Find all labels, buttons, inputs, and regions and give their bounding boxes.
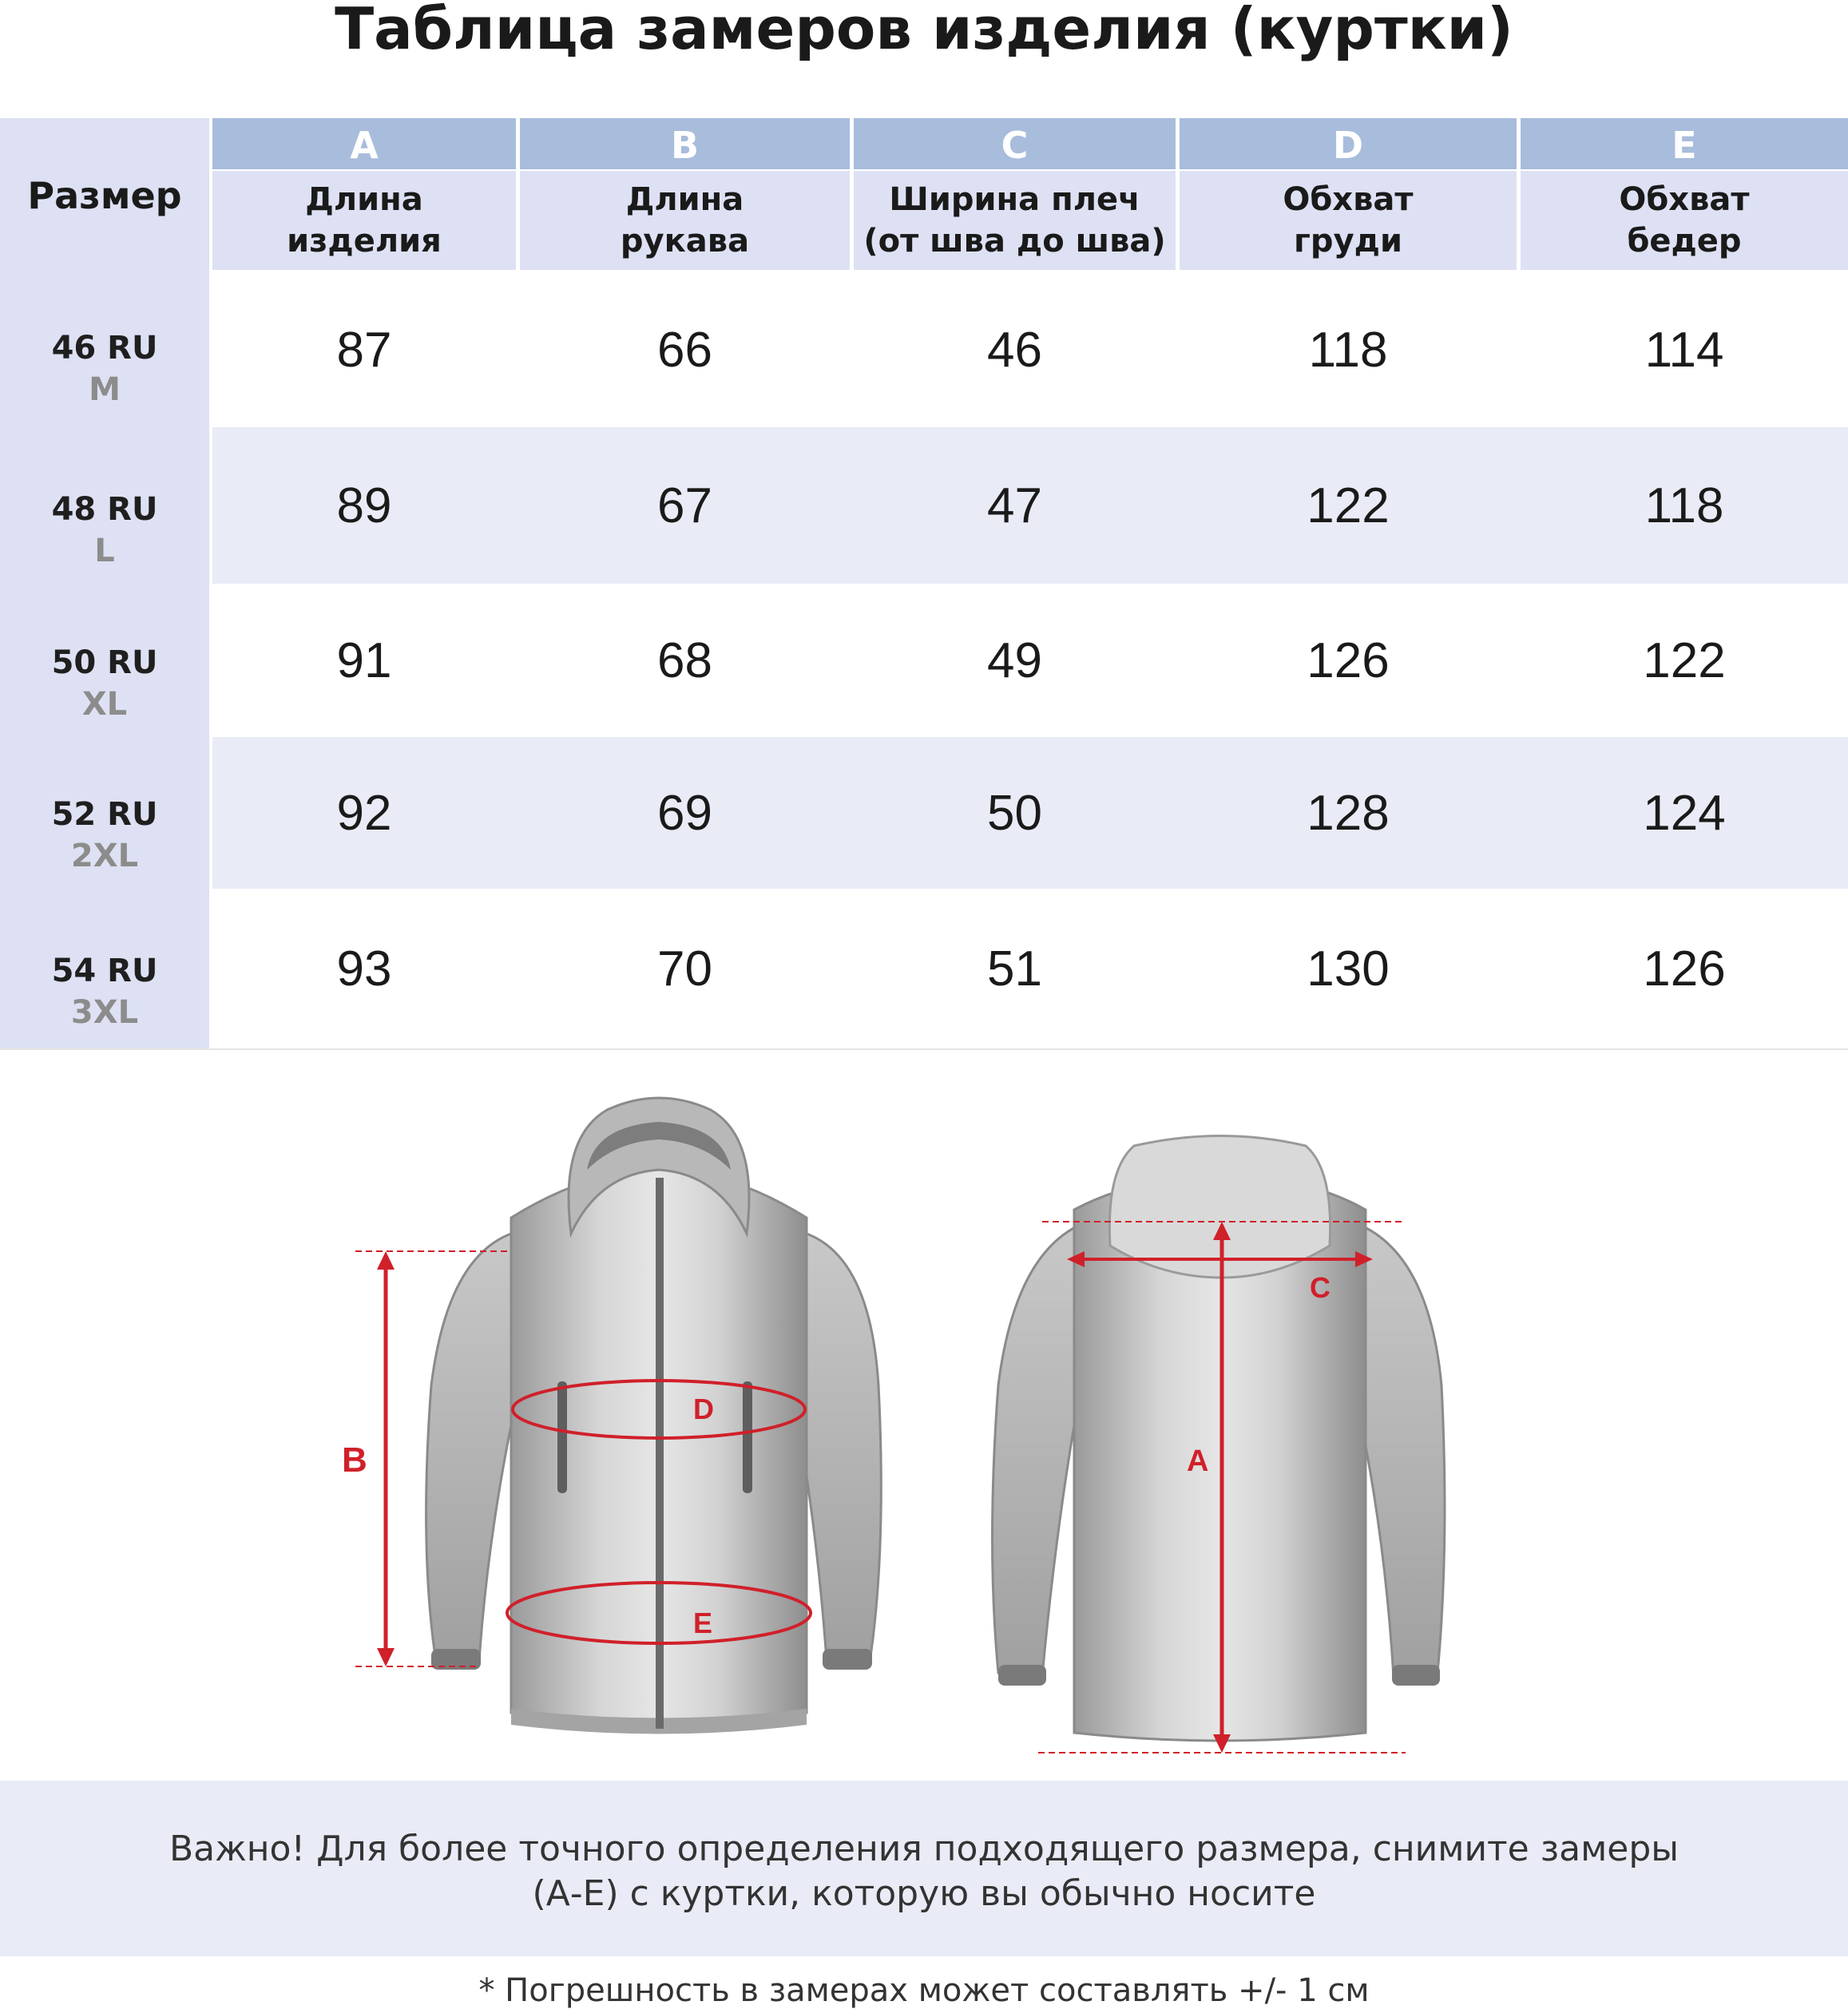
cell-shoulders: 47 — [987, 477, 1042, 533]
cell-length: 91 — [336, 632, 392, 688]
column-name-e-line2: бедер — [1627, 223, 1742, 260]
column-name-c-line2: (от шва до шва) — [863, 223, 1166, 260]
size-ru: 54 RU — [51, 953, 158, 989]
column-name-c-line1: Ширина плеч — [889, 181, 1140, 218]
column-name-e — [1521, 171, 1848, 270]
column-name-a — [212, 171, 516, 270]
column-name-d-line2: груди — [1294, 223, 1402, 260]
footnote: * Погрешность в замерах может составлять +/- 1 см — [478, 1972, 1370, 2009]
cell-sleeve: 68 — [657, 632, 712, 688]
cell-hips: 122 — [1643, 632, 1726, 688]
size-table — [0, 118, 1848, 1048]
cell-length: 93 — [336, 941, 392, 997]
jacket-back — [993, 1136, 1445, 1742]
column-name-b — [520, 171, 850, 270]
size-intl: 2XL — [70, 838, 139, 874]
cell-chest: 130 — [1307, 941, 1390, 997]
column-letter-c: C — [854, 118, 1176, 169]
size-intl: 3XL — [70, 994, 139, 1031]
cell-length: 92 — [336, 785, 392, 841]
cell-sleeve: 69 — [657, 785, 712, 841]
cell-hips: 124 — [1643, 785, 1726, 841]
cell-chest: 122 — [1307, 477, 1390, 533]
cell-chest: 126 — [1307, 632, 1390, 688]
note-line-1: Важно! Для более точного определения подходящего размера, снимите замеры — [169, 1829, 1679, 1869]
table-row — [212, 274, 1848, 426]
table-row — [212, 890, 1848, 1047]
cell-shoulders: 46 — [987, 322, 1042, 378]
jacket-illustration — [0, 1050, 1848, 1782]
cell-hips: 118 — [1644, 477, 1724, 533]
table-row — [212, 737, 1848, 889]
cell-shoulders: 50 — [987, 785, 1042, 841]
cell-hips: 126 — [1643, 941, 1726, 997]
cell-shoulders: 51 — [987, 941, 1042, 997]
label-e: E — [693, 1607, 713, 1639]
cell-sleeve: 66 — [657, 322, 712, 378]
label-b: B — [342, 1440, 367, 1480]
column-name-d-line1: Обхват — [1283, 181, 1414, 218]
column-name-a-line2: изделия — [287, 223, 442, 260]
size-ru: 46 RU — [51, 330, 158, 367]
column-name-e-line1: Обхват — [1619, 181, 1750, 218]
size-intl: XL — [81, 686, 128, 723]
size-header: Размер — [27, 174, 182, 217]
size-ru: 52 RU — [51, 796, 158, 833]
column-letter-d: D — [1180, 118, 1517, 169]
size-label — [0, 327, 209, 410]
column-name-d — [1180, 171, 1517, 270]
table-row — [212, 427, 1848, 584]
cell-shoulders: 49 — [987, 632, 1042, 688]
column-name-b-line2: рукава — [620, 223, 750, 260]
size-label — [0, 950, 209, 1033]
size-column — [0, 118, 209, 1048]
column-name-b-line1: Длина — [625, 181, 744, 218]
cell-hips: 114 — [1644, 322, 1724, 378]
size-intl: M — [89, 371, 121, 408]
cell-length: 87 — [336, 322, 392, 378]
cell-sleeve: 70 — [657, 941, 712, 997]
size-ru: 50 RU — [51, 644, 158, 681]
measurement-diagram — [0, 1048, 1848, 1782]
column-letter-e: E — [1521, 118, 1848, 169]
size-label — [0, 642, 209, 725]
column-name-c — [854, 171, 1176, 270]
label-d: D — [693, 1393, 714, 1425]
cell-sleeve: 67 — [657, 477, 712, 533]
cell-chest: 118 — [1308, 322, 1388, 378]
size-ru: 48 RU — [51, 491, 158, 528]
size-label — [0, 794, 209, 877]
important-note — [0, 1781, 1848, 1956]
label-c: C — [1310, 1271, 1330, 1304]
label-a: A — [1187, 1444, 1209, 1478]
column-letter-b: B — [520, 118, 850, 169]
page-title: Таблица замеров изделия (куртки) — [335, 0, 1513, 62]
size-label — [0, 489, 209, 572]
column-letter-a: A — [212, 118, 516, 169]
cell-length: 89 — [336, 477, 392, 533]
cell-chest: 128 — [1307, 785, 1390, 841]
note-line-2: (А-Е) с куртки, которую вы обычно носите — [532, 1873, 1316, 1914]
size-intl: L — [94, 533, 115, 569]
table-row — [212, 585, 1848, 735]
jacket-front — [426, 1098, 882, 1734]
column-name-a-line1: Длина — [305, 181, 423, 218]
